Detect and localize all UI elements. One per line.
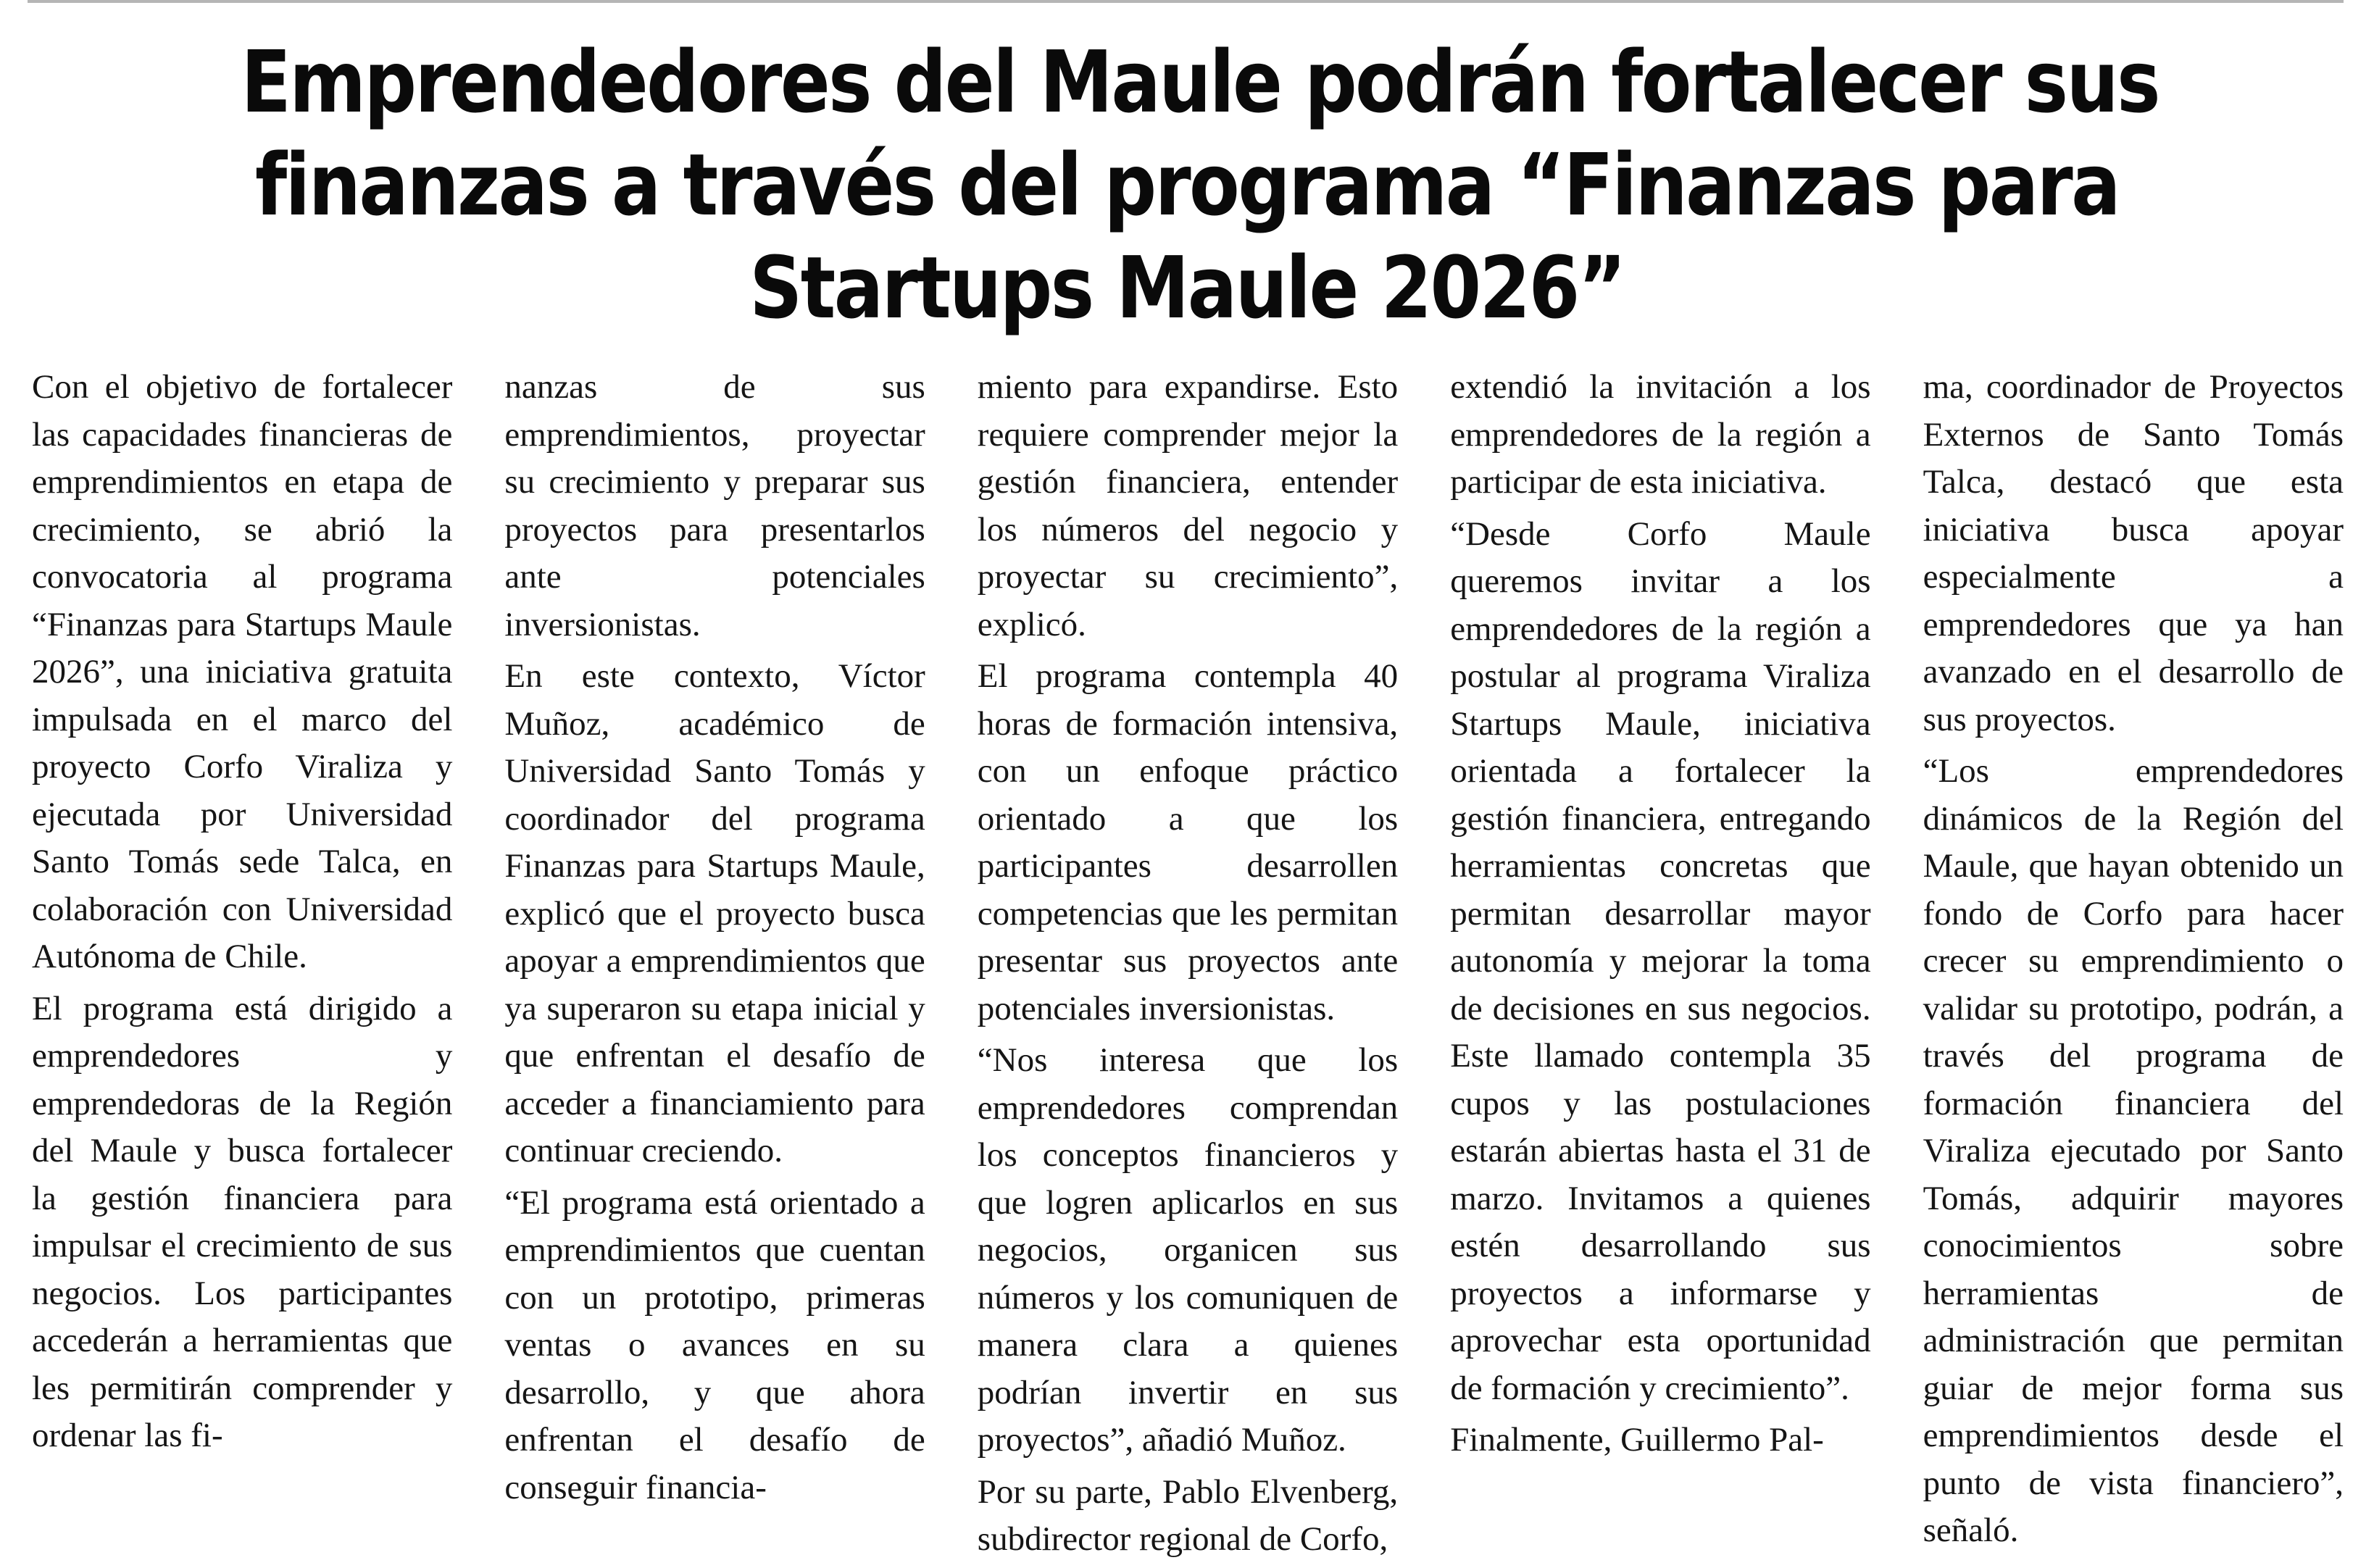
- paragraph: “El programa está orientado a emprendimientos que cuentan con un prototipo, primeras ventas o avances en su desarrollo, y que ahora enfrentan el desafío de conseguir financia-: [504, 1183, 925, 1506]
- column-2: [504, 364, 925, 1568]
- headline-line-1: Emprendedores del Maule podrán fortalecer sus: [241, 32, 2159, 132]
- paragraph: Finalmente, Guillermo Pal-: [1450, 1421, 1824, 1459]
- paragraph: “Nos interesa que los emprendedores comprendan los conceptos financieros y que logren aplicarlos en sus negocios, organicen sus números y los comuniquen de manera clara a quienes podrían invertir en sus proyectos”, añadió Muñoz.: [977, 1041, 1399, 1459]
- paragraph: ma, coordinador de Proyectos Externos de Santo Tomás Talca, destacó que esta iniciativa busca apoyar especialmente a emprendedores que ya han avanzado en el desarrollo de sus proyectos.: [1923, 368, 2344, 738]
- paragraph: “Desde Corfo Maule queremos invitar a los emprendedores de la región a postular al programa Viraliza Startups Maule, iniciativa orientada a fortalecer la gestión financiera, entregando herramientas concretas que permitan desarrollar mayor autonomía y mejorar la toma de decisiones en sus negocios. Este llamado contempla 35 cupos y las postulaciones estarán abiertas hasta el 31 de marzo. Invitamos a quienes estén desarrollando sus proyectos a informarse y aprovechar esta oportunidad de formación y crecimiento”.: [1450, 514, 1871, 1407]
- headline: [241, 30, 2159, 339]
- top-rule: [28, 0, 2344, 3]
- paragraph: El programa está dirigido a emprendedores y emprendedoras de la Región del Maule y busca fortalecer la gestión financiera para impulsar el crecimiento de sus negocios. Los participantes accederán a herramientas que les permitirán comprender y ordenar las fi-: [32, 989, 453, 1454]
- paragraph: El programa contempla 40 horas de formación intensiva, con un enfoque práctico orientado a que los participantes desarrollen competencias que les permitan presentar sus proyectos ante potenciales inversionistas.: [977, 657, 1399, 1027]
- headline-line-3: Startups Maule 2026”: [749, 238, 1625, 338]
- paragraph: Con el objetivo de fortalecer las capacidades financieras de emprendimientos en etapa de crecimiento, se abrió la convocatoria al programa “Finanzas para Startups Maule 2026”, una iniciativa gratuita impulsada en el marco del proyecto Corfo Viraliza y ejecutada por Universidad Santo Tomás sede Talca, en colaboración con Universidad Autónoma de Chile.: [32, 368, 453, 975]
- paragraph: miento para expandirse. Esto requiere comprender mejor la gestión financiera, entender los números del negocio y proyectar su crecimiento”, explicó.: [977, 368, 1399, 643]
- paragraph: Por su parte, Pablo Elvenberg, subdirector regional de Corfo,: [977, 1472, 1399, 1558]
- paragraph: extendió la invitación a los emprendedores de la región a participar de esta iniciativa.: [1450, 368, 1871, 501]
- article-body: [32, 364, 2344, 1558]
- paragraph: “Los emprendedores dinámicos de la Región del Maule, que hayan obtenido un fondo de Corfo para hacer crecer su emprendimiento o validar su prototipo, podrán, a través del programa de formación financiera del Viraliza ejecutado por Santo Tomás, adquirir mayores conocimientos sobre herramientas de administración que permitan guiar de mejor forma sus emprendimientos desde el punto de vista financiero”, señaló.: [1923, 752, 2344, 1549]
- headline-line-2: finanzas a través del programa “Finanzas para: [254, 135, 2120, 235]
- paragraph: nanzas de sus emprendimientos, proyectar su crecimiento y preparar sus proyectos para presentarlos ante potenciales inversionistas.: [504, 368, 925, 643]
- column-1: [32, 364, 452, 1568]
- column-5: [1923, 364, 2344, 1568]
- column-3: [978, 364, 1398, 1568]
- paragraph: En este contexto, Víctor Muñoz, académico de Universidad Santo Tomás y coordinador del programa Finanzas para Startups Maule, explicó que el proyecto busca apoyar a emprendimientos que ya superaron su etapa inicial y que enfrentan el desafío de acceder a financiamiento para continuar creciendo.: [504, 657, 925, 1169]
- column-4: [1450, 364, 1870, 1568]
